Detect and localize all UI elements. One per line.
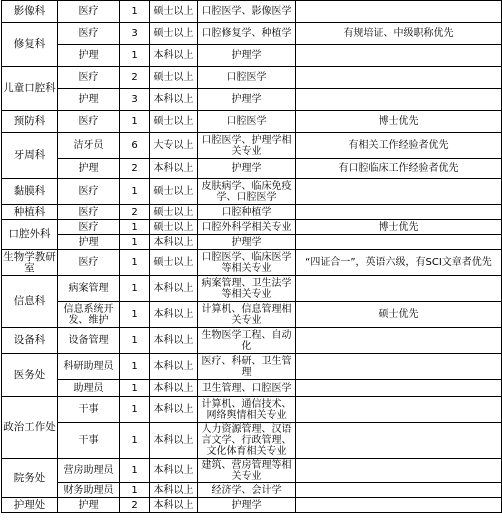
major-cell: 护理学 xyxy=(198,45,296,67)
note-cell xyxy=(296,89,502,111)
note-cell: 博士优先 xyxy=(296,220,502,235)
table-row xyxy=(2,276,502,302)
major-cell: 生物医学工程、自动化 xyxy=(198,328,296,354)
position-cell: 护理 xyxy=(58,498,120,513)
education-cell: 本科以上 xyxy=(150,302,198,328)
major-cell: 皮肤病学、临床免疫学、口腔医学 xyxy=(198,179,296,205)
major-cell: 病案管理、卫生法学等相关专业 xyxy=(198,276,296,302)
education-cell: 大专以上 xyxy=(150,133,198,159)
dept-cell: 预防科 xyxy=(2,111,58,133)
note-cell: 博士优先 xyxy=(296,111,502,133)
education-cell: 硕士以上 xyxy=(150,67,198,89)
count-cell: 3 xyxy=(120,23,150,45)
table-row xyxy=(2,235,502,250)
count-cell: 6 xyxy=(120,133,150,159)
position-cell: 干事 xyxy=(58,423,120,459)
position-cell: 财务助理员 xyxy=(58,483,120,498)
dept-cell: 口腔外科 xyxy=(2,220,58,250)
table-row xyxy=(2,220,502,235)
position-cell: 助理员 xyxy=(58,380,120,397)
position-cell: 医疗 xyxy=(58,250,120,276)
education-cell: 本科以上 xyxy=(150,423,198,459)
major-cell: 护理学 xyxy=(198,89,296,111)
count-cell: 2 xyxy=(120,205,150,220)
count-cell: 1 xyxy=(120,111,150,133)
education-cell: 硕士以上 xyxy=(150,111,198,133)
position-cell: 护理 xyxy=(58,159,120,179)
dept-cell: 种植科 xyxy=(2,205,58,220)
major-cell: 建筑、营房管理等相关专业 xyxy=(198,459,296,483)
dept-cell: 护理处 xyxy=(2,498,58,513)
education-cell: 硕士以上 xyxy=(150,1,198,23)
position-cell: 干事 xyxy=(58,397,120,423)
table-row xyxy=(2,179,502,205)
table-row xyxy=(2,250,502,276)
position-cell: 医疗 xyxy=(58,220,120,235)
count-cell: 1 xyxy=(120,276,150,302)
table-row xyxy=(2,483,502,498)
position-cell: 护理 xyxy=(58,89,120,111)
count-cell: 1 xyxy=(120,423,150,459)
dept-cell: 黏膜科 xyxy=(2,179,58,205)
note-cell xyxy=(296,45,502,67)
education-cell: 本科以上 xyxy=(150,498,198,513)
major-cell: 医疗、科研、卫生管理 xyxy=(198,354,296,380)
major-cell: 卫生管理、口腔医学 xyxy=(198,380,296,397)
table-row xyxy=(2,1,502,23)
count-cell: 1 xyxy=(120,250,150,276)
note-cell xyxy=(296,498,502,513)
recruitment-table xyxy=(1,0,502,513)
table-row xyxy=(2,159,502,179)
table-row xyxy=(2,111,502,133)
major-cell: 口腔种植学 xyxy=(198,205,296,220)
count-cell: 1 xyxy=(120,302,150,328)
position-cell: 设备管理 xyxy=(58,328,120,354)
position-cell: 护理 xyxy=(58,235,120,250)
dept-cell: 政治工作处 xyxy=(2,397,58,459)
education-cell: 硕士以上 xyxy=(150,220,198,235)
note-cell: 硕士优先 xyxy=(296,302,502,328)
dept-cell: 影像科 xyxy=(2,1,58,23)
count-cell: 1 xyxy=(120,235,150,250)
major-cell: 护理学 xyxy=(198,159,296,179)
count-cell: 1 xyxy=(120,220,150,235)
count-cell: 2 xyxy=(120,159,150,179)
major-cell: 计算机、信息管理相关专业 xyxy=(198,302,296,328)
count-cell: 1 xyxy=(120,45,150,67)
position-cell: 营房助理员 xyxy=(58,459,120,483)
dept-cell: 信息科 xyxy=(2,276,58,328)
education-cell: 硕士以上 xyxy=(150,205,198,220)
education-cell: 本科以上 xyxy=(150,397,198,423)
count-cell: 2 xyxy=(120,67,150,89)
count-cell: 1 xyxy=(120,380,150,397)
note-cell xyxy=(296,483,502,498)
major-cell: 口腔医学、临床医学等相关专业 xyxy=(198,250,296,276)
table-row xyxy=(2,67,502,89)
count-cell: 2 xyxy=(120,498,150,513)
major-cell: 护理学 xyxy=(198,235,296,250)
education-cell: 本科以上 xyxy=(150,89,198,111)
education-cell: 本科以上 xyxy=(150,354,198,380)
position-cell: 医疗 xyxy=(58,179,120,205)
position-cell: 医疗 xyxy=(58,111,120,133)
education-cell: 本科以上 xyxy=(150,159,198,179)
major-cell: 口腔医学 xyxy=(198,111,296,133)
dept-cell: 院务处 xyxy=(2,459,58,498)
dept-cell: 牙周科 xyxy=(2,133,58,179)
major-cell: 口腔医学、护理学相关专业 xyxy=(198,133,296,159)
table-row xyxy=(2,380,502,397)
count-cell: 1 xyxy=(120,1,150,23)
table-row xyxy=(2,23,502,45)
count-cell: 1 xyxy=(120,483,150,498)
education-cell: 本科以上 xyxy=(150,45,198,67)
table-row xyxy=(2,302,502,328)
note-cell xyxy=(296,235,502,250)
position-cell: 病案管理 xyxy=(58,276,120,302)
major-cell: 人力资源管理、汉语言文学、行政管理、文化体育相关专业 xyxy=(198,423,296,459)
education-cell: 本科以上 xyxy=(150,235,198,250)
count-cell: 1 xyxy=(120,459,150,483)
dept-cell: 医务处 xyxy=(2,354,58,397)
education-cell: 本科以上 xyxy=(150,483,198,498)
count-cell: 1 xyxy=(120,179,150,205)
major-cell: 护理学 xyxy=(198,498,296,513)
dept-cell: 修复科 xyxy=(2,23,58,67)
note-cell xyxy=(296,67,502,89)
note-cell: 有规培证、中级职称优先 xyxy=(296,23,502,45)
table-row xyxy=(2,89,502,111)
position-cell: 医疗 xyxy=(58,23,120,45)
table-row xyxy=(2,354,502,380)
table-row xyxy=(2,423,502,459)
table-row xyxy=(2,328,502,354)
major-cell: 计算机、通信技术、网络舆情相关专业 xyxy=(198,397,296,423)
major-cell: 口腔修复学、种植学 xyxy=(198,23,296,45)
note-cell xyxy=(296,354,502,380)
note-cell xyxy=(296,205,502,220)
note-cell xyxy=(296,423,502,459)
position-cell: 护理 xyxy=(58,45,120,67)
count-cell: 1 xyxy=(120,354,150,380)
major-cell: 口腔外科学相关专业 xyxy=(198,220,296,235)
position-cell: 医疗 xyxy=(58,1,120,23)
note-cell: 有相关工作经验者优先 xyxy=(296,133,502,159)
dept-cell: 生物学教研室 xyxy=(3,250,56,274)
table-row xyxy=(2,45,502,67)
position-cell: 洁牙员 xyxy=(58,133,120,159)
major-cell: 经济学、会计学 xyxy=(198,483,296,498)
major-cell: 口腔医学、影像医学 xyxy=(198,1,296,23)
table-row xyxy=(2,205,502,220)
position-cell: 医疗 xyxy=(58,205,120,220)
table-row xyxy=(2,459,502,483)
education-cell: 本科以上 xyxy=(150,380,198,397)
education-cell: 硕士以上 xyxy=(150,179,198,205)
education-cell: 硕士以上 xyxy=(150,23,198,45)
note-cell xyxy=(296,179,502,205)
position-cell: 科研助理员 xyxy=(58,354,120,380)
note-cell xyxy=(296,380,502,397)
table-row xyxy=(2,133,502,159)
note-cell xyxy=(296,276,502,302)
education-cell: 本科以上 xyxy=(150,328,198,354)
note-cell xyxy=(296,328,502,354)
education-cell: 本科以上 xyxy=(150,459,198,483)
position-cell: 医疗 xyxy=(58,67,120,89)
table-row xyxy=(2,397,502,423)
table-row xyxy=(2,498,502,513)
dept-cell: 设备科 xyxy=(2,328,58,354)
count-cell: 1 xyxy=(120,397,150,423)
education-cell: 本科以上 xyxy=(150,276,198,302)
count-cell: 3 xyxy=(120,89,150,111)
note-cell: “四证合一”，英语六级，有SCI文章者优先 xyxy=(296,250,502,276)
dept-cell: 儿童口腔科 xyxy=(2,67,58,111)
education-cell: 硕士以上 xyxy=(150,250,198,276)
note-cell xyxy=(296,459,502,483)
count-cell: 1 xyxy=(120,328,150,354)
position-cell: 信息系统开发、维护 xyxy=(58,302,120,328)
major-cell: 口腔医学 xyxy=(198,67,296,89)
note-cell: 有口腔临床工作经验者优先 xyxy=(296,159,502,179)
note-cell xyxy=(296,1,502,23)
note-cell xyxy=(296,397,502,423)
